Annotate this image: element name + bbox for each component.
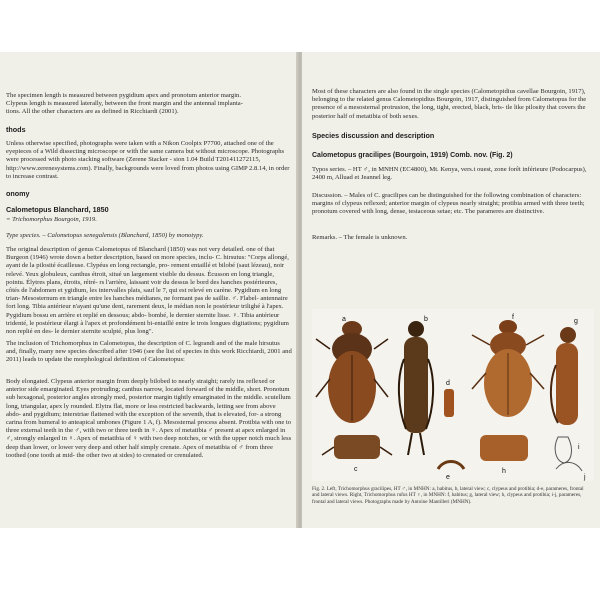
species-heading: Calometopus gracilipes (Bourgoin, 1919) Comb. nov. (Fig. 2) [312, 152, 513, 159]
intro-line: tions. All the other characters are as defined in Ricchiardi (2001). [6, 108, 179, 116]
specimen-g-lateral [551, 327, 578, 425]
figure-label: e [446, 474, 450, 481]
figure-caption: Fig. 2. Left, Trichomorphus gracilipes, HT ♂, in MNHN: a, habitus, b, lateral view; c, clypeus and protibia; d-e, parameres, frontal and lateral views. Right, Trichomorphus rufus HT ♀, in MNHN: f, habitus; g, lateral view; h, clypeus and protibia; i-j, parameres, frontal and lateral views. Photographs made by Antoine Mantilleri (MNHN). [312, 486, 584, 505]
section-heading: Species discussion and description [312, 131, 435, 140]
specimen-b-lateral [399, 321, 433, 455]
top-paragraph: Most of these characters are also found in the single species (Calometopidius cavellae Bourgoin, 1917), belonging to the related genus Calometopidius Bourgoin, 1917, distinguished from Calometopus for the presence of a mesosternal protrusion, the long, tight, erected, black, bris- tle like pilosity that covers the posterior half of metatibia of both sexes. [312, 88, 587, 120]
body-paragraph-3: Body elongated. Clypeus anterior margin from deeply bilobed to nearly straight; rarely ins reflexed or anterior side emarginated. Eyes protruding; canthus narrow, located forward of the middle, short. Pronotum sub hexagonal, posterior angles strongly med, posterior margin tightly emarginated in the middle. scutellum long, triangular, apex ly rounded. Elytra flat, more or less restricted backwards, letting see from above abdo- and pygidium; interstriae flattened with the exception of the seventh, that is elevated, for- a strong carina from humeral to anteapical umbones (Figure 1 A, f). Mesosternal process absent. Protibia with one to three external teeth in the ♂, with two or three teeth in ♀. Apex of metatibia ♂ present at apex enlarged in ♂, strongly enlarged in ♀. Apex of metatibia of ♀ with two deep notches, or with the upper notch much less deep than lower, or lower very deep and other half simply crenate. Apex of metatibia of ♂ from three toothed (one tooth at mid- the other two at sides) to crenated or crenulated. [6, 378, 292, 459]
specimen-d-paramere [444, 389, 454, 417]
discussion-paragraph: Discussion. – Males of C. gracilipes can be distinguished for the following combination of characters: margins of clypeus reflexed; anterior margin of clypeus nearly straight; protibia armed with three teeth; pronotum covered with long, dense, testaceous setae; etc. The parameres are distinctive. [312, 192, 585, 216]
specimen-f-habitus [472, 320, 544, 417]
intro-line: Clypeus length is measured laterally, between the front margin and the antennal implanta- [6, 100, 243, 108]
figure-label: i [578, 444, 580, 451]
book-spread [0, 52, 600, 528]
intro-paragraph [6, 92, 292, 117]
figure-label: h [502, 468, 506, 475]
figure-label: c [354, 466, 358, 473]
body-paragraph-1: The original description of genus Calometopus of Blanchard (1850) was not very detailed. one of that Burgeon (1946) wrote down a better description, based on more species, inclu- C. hirsutus: "Corps allongé, ayant de la pilosité écailleuse. Clypéus en long rectangle, pro- rement entaillé et bilobé (saut lézeau), noir relevé. Yeux globuleux, canthus étroit, situé un largement visible du dessus. Écusson en long triangle, pointu. Élytres plans, étroits, rétré- rs l'arrière, laissant voir du dessus le bord des hanches postérieures, côtés de l'abdomen et ygidium, les intervalles plats, sauf le 7, qui est relevé en carène. Pygidium en long trian- Mesosternum en triangle entre les hanches médianes, ne formant pas de saillie. ♂. Flabel- antennaire fort long. Tibia antérieur n'ayant qu'une dent, rarement deux, le médian non le postérieur trilighé à l'apex. Pygidium bossu en arrière et replié en dessous; abdo- bombé, le dernier sternite lisse. ♀. Tibia antérieur tridenté, le postérieur élargi à l'apex et profondément bi-entaillé entre le trois longues digitations; pygidium non replié en des- le dernier sternite sculpté, plus long". [6, 246, 289, 336]
figure-label: j [584, 474, 586, 481]
specimen-a-habitus [316, 321, 388, 423]
body-paragraph-2: The inclusion of Trichomorphus in Calometopus, the description of C. legrandi and of the male hirsutus and, finally, many new species described after 1946 (see the list of species in this work Ricchiardi, 2001 and 2011) leads to update the morphological definition of Calometopus: [6, 340, 292, 364]
specimen-e-paramere [438, 462, 464, 470]
remarks-paragraph: Remarks. – The female is unknown. [312, 234, 408, 241]
specimen-i-paramere [555, 437, 571, 463]
methods-text: Unless otherwise specified, photographs were taken with a Nikon Coolpix P7700, attached one of the eyepieces of a Wild dissecting microscope or with the same camera but without microscope. Photographs were processed with photo stacking software (Zerene Stacker - sion 1.04 Build T201411272115, http://www.zerenesystems.com). Finally, backgrounds were loved from photos using GIMP 2.8.14, in order to increase contrast. [6, 140, 290, 180]
typos-series-paragraph: Typos series. – HT ♂, in MNHN (EC4800), Mt. Kenya, vers.t ouest, zone forêt inférieure (Podocarpus), 2400 m, Alluad et Jeannel leg. [312, 166, 587, 182]
taxonomy-heading: onomy [6, 189, 30, 198]
figure-label: g [574, 318, 578, 325]
genus-line: Calometopus Blanchard, 1850 [6, 205, 109, 214]
beetle-plate-svg [312, 309, 594, 481]
right-page [302, 52, 600, 528]
figure-label: d [446, 380, 450, 387]
specimen-h-clypeus [480, 435, 528, 461]
intro-line: The specimen length is measured between pygidium apex and pronotum anterior margin. [6, 92, 241, 99]
figure-label: f [512, 314, 514, 321]
figure-label: a [342, 316, 346, 323]
specimen-c-clypeus [322, 435, 392, 459]
methods-heading: thods [6, 125, 26, 134]
figure-2-plate [312, 309, 594, 481]
left-page [0, 52, 298, 528]
figure-label: b [424, 316, 428, 323]
specimen-j-paramere [556, 462, 582, 471]
synonym-line: = Trichomorphus Bourgoin, 1919. [6, 216, 97, 223]
type-species-line: Type species. – Calometopus senegalensis (Blanchard, 1850) by monotypy. [6, 232, 204, 239]
